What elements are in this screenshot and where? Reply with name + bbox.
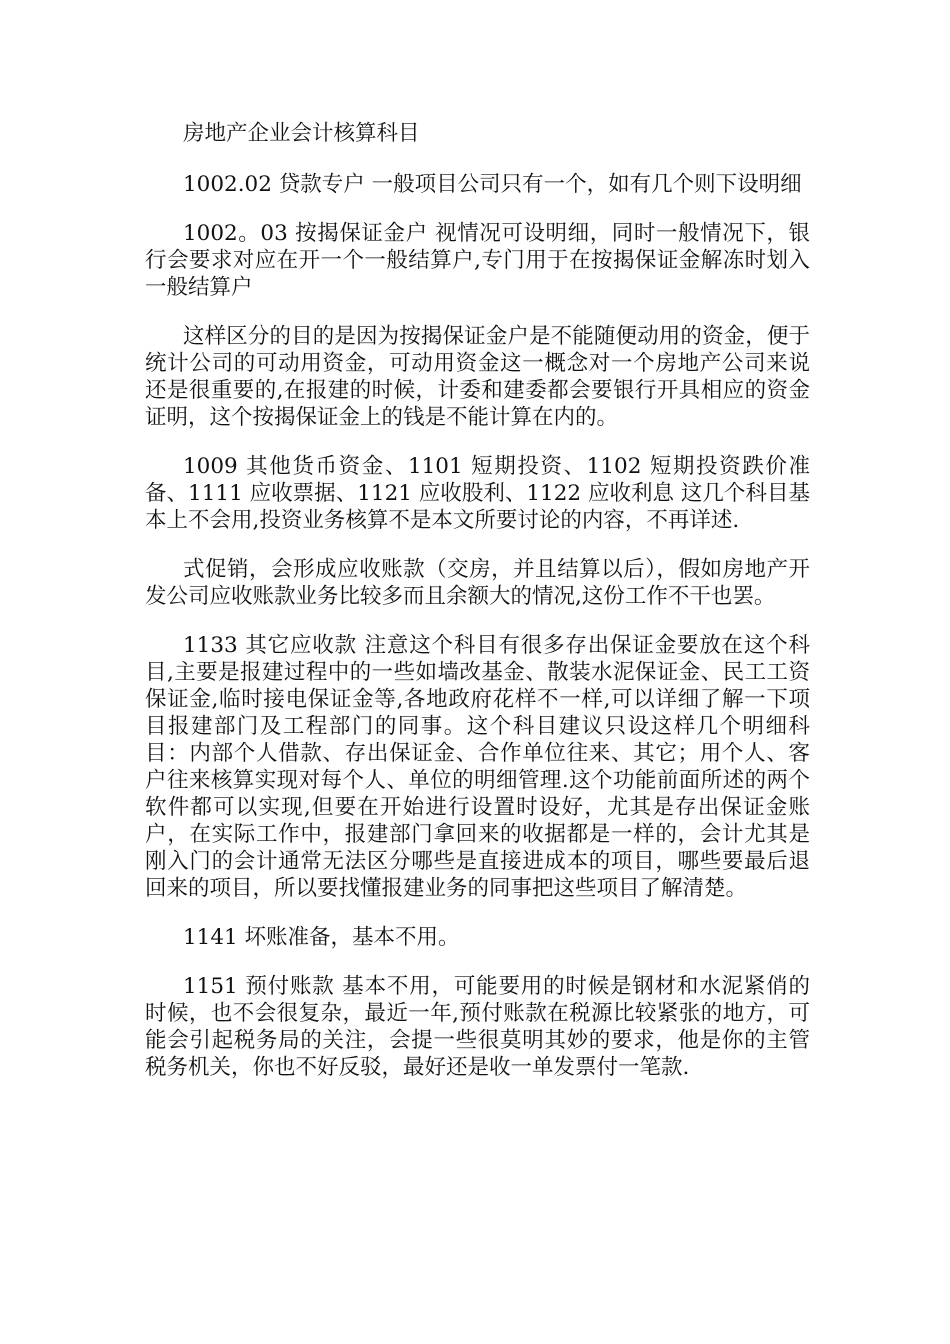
paragraph-1151: 1151 预付账款 基本不用，可能要用的时候是钢材和水泥紧俏的时候，也不会很复杂，最近一年,预付账款在税源比较紧张的地方，可能会引起税务局的关注，会提一些很莫明其妙的要求，他是你的主管税务机关，你也不好反驳，最好还是收一单发票付一笔款. bbox=[145, 974, 810, 1080]
paragraph-1002-03: 1002。03 按揭保证金户 视情况可设明细，同时一般情况下，银行会要求对应在开一个一般结算户,专门用于在按揭保证金解冻时划入一般结算户 bbox=[145, 221, 810, 300]
paragraph-1133: 1133 其它应收款 注意这个科目有很多存出保证金要放在这个科目,主要是报建过程中的一些如墙改基金、散装水泥保证金、民工工资保证金,临时接电保证金等,各地政府花样不一样,可以详细了解一下项目报建部门及工程部门的同事。这个科目建议只设这样几个明细科目：内部个人借款、存出保证金、合作单位往来、其它；用个人、客户往来核算实现对每个人、单位的明细管理.这个功能前面所述的两个软件都可以实现,但要在开始进行设置时设好，尤其是存出保证金账户，在实际工作中，报建部门拿回来的收据都是一样的，会计尤其是刚入门的会计通常无法区分哪些是直接进成本的项目，哪些要最后退回来的项目，所以要找懂报建业务的同事把这些项目了解清楚。 bbox=[145, 633, 810, 901]
paragraph-1002-02: 1002.02 贷款专户 一般项目公司只有一个，如有几个则下设明细 bbox=[183, 172, 802, 197]
paragraph-1141: 1141 坏账准备，基本不用。 bbox=[183, 925, 460, 950]
document-body bbox=[145, 120, 810, 1103]
paragraph-1009: 1009 其他货币资金、1101 短期投资、1102 短期投资跌价准备、1111 应收票据、1121 应收股利、1122 应收利息 这几个科目基本上不会用,投资业务核算不是本文所要讨论的内容，不再详述. bbox=[145, 454, 810, 533]
document-title: 房地产企业会计核算科目 bbox=[183, 121, 420, 146]
paragraph-promotion: 式促销，会形成应收账款（交房，并且结算以后），假如房地产开发公司应收账款业务比较多而且余额大的情况,这份工作不干也罢。 bbox=[145, 557, 810, 609]
paragraph-explanation: 这样区分的目的是因为按揭保证金户是不能随便动用的资金，便于统计公司的可动用资金，可动用资金这一概念对一个房地产公司来说还是很重要的,在报建的时候，计委和建委都会要银行开具相应的资金证明，这个按揭保证金上的钱是不能计算在内的。 bbox=[145, 324, 810, 430]
